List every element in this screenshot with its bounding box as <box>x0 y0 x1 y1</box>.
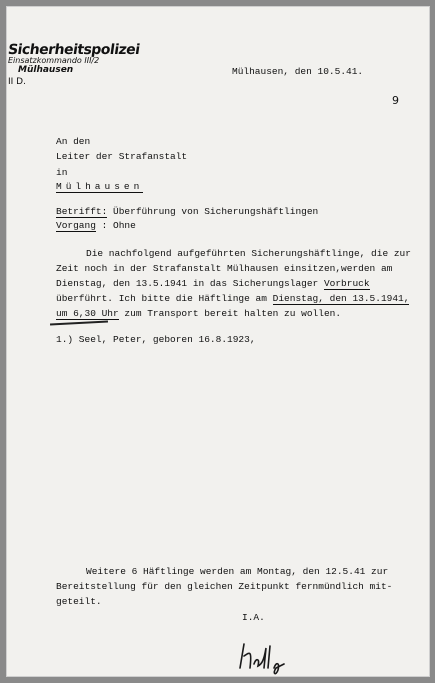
letterhead-stamp <box>8 42 140 87</box>
body-p1-line-1: Die nachfolgend aufgeführten Sicherungshäftlinge, die zur <box>86 248 411 259</box>
body-p1-line-5 <box>56 306 341 322</box>
camp-name: Vorbruck <box>323 278 370 289</box>
address-line-1: An den <box>56 136 91 147</box>
signature-ia: I.A. <box>242 612 265 623</box>
body-p2-line-1: Weitere 6 Häftlinge werden am Montag, den 12.5.41 zur <box>86 566 389 577</box>
address-city <box>56 181 143 192</box>
address-line-2: Leiter der Strafanstalt <box>56 151 188 162</box>
subject-line <box>56 206 318 217</box>
stamp-line-2: Einsatzkommando III/2 <box>8 56 100 65</box>
transport-time: um 6,30 Uhr <box>56 308 119 319</box>
reference-line <box>56 220 136 231</box>
prisoner-item-1: 1.) Seel, Peter, geboren 16.8.1923, <box>56 334 256 345</box>
body-p1-line-4 <box>56 291 409 307</box>
body-p1-line-2: Zeit noch in der Strafanstalt Mülhausen einsitzen,werden am <box>56 263 393 274</box>
stamp-line-3: Mülhausen <box>18 65 74 75</box>
reference-label: Vorgang <box>56 220 96 231</box>
place-date: Mülhausen, den 10.5.41. <box>232 66 364 77</box>
address-line-3: in <box>56 167 68 178</box>
stamp-line-1: Sicherheitspolizei <box>6 42 141 58</box>
body-p1-line-5b: zum Transport bereit halten zu wollen. <box>118 308 342 319</box>
address-city-text: Mülhausen <box>56 181 144 192</box>
page-mark: 9 <box>392 94 399 107</box>
body-p2-line-2: Bereitstellung für den gleichen Zeitpunkt fernmündlich mit- <box>56 581 393 592</box>
body-p1-line-4a: überführt. Ich bitte die Häftlinge am <box>56 293 273 304</box>
body-p1-line-3 <box>56 276 370 292</box>
body-p2-line-3: geteilt. <box>56 596 102 607</box>
body-p1-line-3a: Dienstag, den 13.5.1941 in das Sicherungslager <box>56 278 324 289</box>
reference-code: II D. <box>8 77 26 87</box>
handwritten-signature <box>236 638 296 677</box>
document-sheet <box>6 6 430 677</box>
show-through-text <box>136 36 426 436</box>
subject-label: Betrifft: <box>56 206 108 217</box>
subject-text: Überführung von Sicherungshäftlingen <box>107 206 319 217</box>
transport-date: Dienstag, den 13.5.1941, <box>272 293 410 304</box>
reference-text: : Ohne <box>95 220 136 231</box>
